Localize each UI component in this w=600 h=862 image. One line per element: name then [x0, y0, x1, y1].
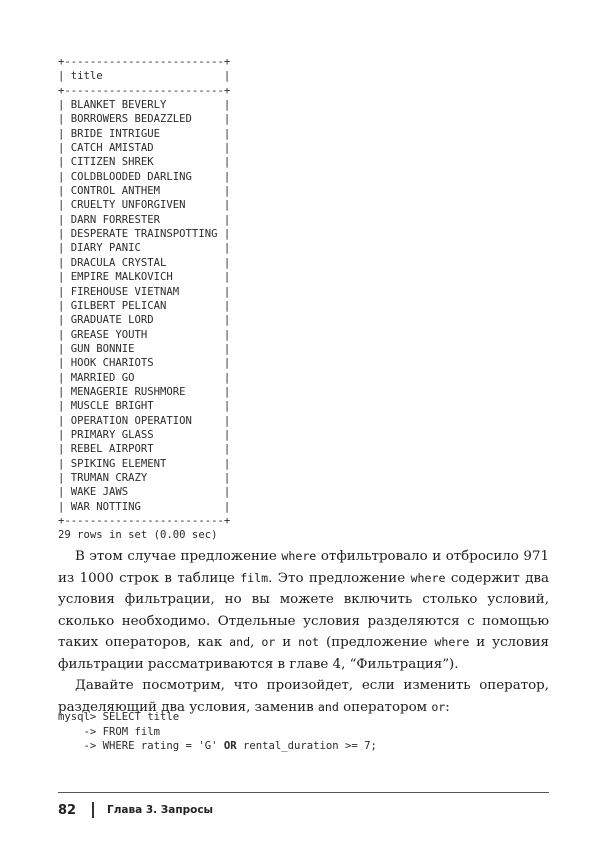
- inline-code: where: [281, 549, 317, 563]
- paragraph-where-explanation: В этом случае предложение where отфильтровало и отбросило 971 из 1000 строк в таблице film. Это предложение where содержит два условия фильтрации, но вы можете включить столько условий, сколько необходимо. Отдельные условия разделяются с помощью таких операторов, как and, or и not (предложение where и условия фильтрации рассматриваются в главе 4, “Фильтрация”).: [58, 549, 549, 672]
- inline-code: where: [434, 635, 470, 649]
- table-row: | WAKE JAWS |: [58, 486, 231, 499]
- inline-code: or: [431, 699, 446, 714]
- table-border-bottom: +-------------------------+: [58, 515, 231, 527]
- table-row: | CONTROL ANTHEM |: [58, 185, 231, 198]
- table-row: | GRADUATE LORD |: [58, 314, 231, 327]
- table-row: | CITIZEN SHREK |: [58, 156, 231, 169]
- table-border-top: +-------------------------+: [58, 56, 231, 68]
- table-row: | MENAGERIE RUSHMORE |: [58, 385, 231, 398]
- table-row: | CRUELTY UNFORGIVEN |: [58, 199, 231, 212]
- table-row: | DRACULA CRYSTAL |: [58, 256, 231, 269]
- table-row: | DIARY PANIC |: [58, 242, 231, 255]
- table-row: | GUN BONNIE |: [58, 342, 231, 355]
- table-row: | BORROWERS BEDAZZLED |: [58, 113, 231, 126]
- table-row: | OPERATION OPERATION |: [58, 414, 231, 427]
- table-header: | title |: [58, 70, 231, 83]
- table-row: | GILBERT PELICAN |: [58, 299, 231, 312]
- query-result-table: [58, 55, 230, 543]
- inline-code: not: [298, 635, 320, 649]
- table-row: | SPIKING ELEMENT |: [58, 457, 231, 470]
- rows-summary: 29 rows in set (0.00 sec): [58, 529, 218, 542]
- inline-code: where: [410, 570, 446, 585]
- table-row: | PRIMARY GLASS |: [58, 428, 231, 441]
- query-line: mysql> SELECT title: [58, 711, 180, 723]
- table-border-mid: +-------------------------+: [58, 84, 231, 97]
- table-row: | BRIDE INTRIGUE |: [58, 127, 231, 140]
- inline-code: and: [229, 635, 251, 649]
- table-row: | GREASE YOUTH |: [58, 328, 231, 341]
- sql-query-listing: [58, 710, 377, 754]
- table-row: | DESPERATE TRAINSPOTTING |: [58, 228, 231, 241]
- table-row: | EMPIRE MALKOVICH |: [58, 271, 231, 284]
- table-row: | WAR NOTTING |: [58, 500, 231, 513]
- table-row: | REBEL AIRPORT |: [58, 443, 231, 456]
- inline-code: film: [240, 570, 269, 585]
- footer-separator: [92, 802, 94, 818]
- page-number: 82: [58, 802, 77, 818]
- table-row: | MARRIED GO |: [58, 371, 231, 384]
- inline-code: and: [317, 699, 339, 714]
- or-keyword: OR: [223, 740, 237, 752]
- inline-code: or: [261, 635, 276, 649]
- body-text: [58, 546, 549, 718]
- table-row: | DARN FORRESTER |: [58, 213, 231, 226]
- table-row: | HOOK CHARIOTS |: [58, 357, 231, 370]
- table-row: | COLDBLOODED DARLING |: [58, 170, 231, 183]
- page-footer: [58, 798, 213, 822]
- query-line: -> FROM film: [58, 725, 161, 738]
- table-rows: [58, 98, 230, 514]
- table-row: | TRUMAN CRAZY |: [58, 471, 231, 484]
- table-row: | BLANKET BEVERLY |: [58, 99, 231, 112]
- footer-rule: [58, 792, 549, 793]
- chapter-title: Глава 3. Запросы: [107, 804, 214, 816]
- paragraph-or-operator: Давайте посмотрим, что произойдет, если изменить оператор, разделяющий два условия, заменив and оператором or:: [58, 678, 549, 715]
- table-row: | FIREHOUSE VIETNAM |: [58, 285, 231, 298]
- query-line: -> WHERE rating = 'G' OR rental_duration >= 7;: [58, 740, 377, 752]
- table-row: | MUSCLE BRIGHT |: [58, 400, 231, 413]
- table-row: | CATCH AMISTAD |: [58, 142, 231, 155]
